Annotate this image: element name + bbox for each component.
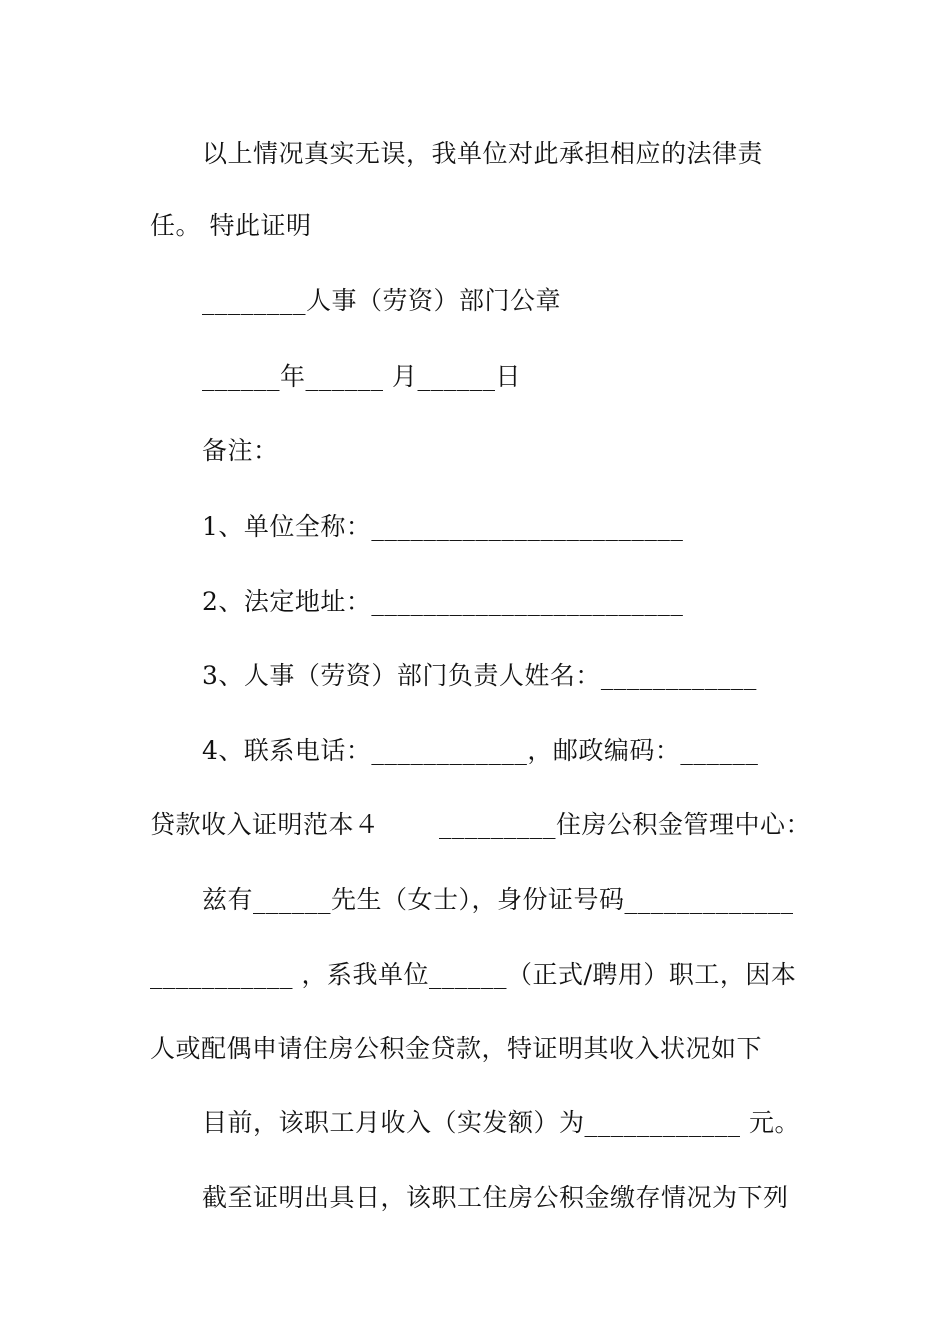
seal-line: ________人事（劳资）部门公章	[202, 286, 562, 315]
remark-item: 1、单位全称：________________________	[202, 512, 684, 541]
paragraph-line: 任。 特此证明	[150, 211, 312, 240]
remarks-heading: 备注：	[202, 436, 279, 465]
paragraph-line: ___________ ，系我单位______（正式/聘用）职工，因本	[150, 960, 797, 989]
remark-item: 4、联系电话：____________，邮政编码：______	[202, 736, 759, 765]
remark-item: 3、人事（劳资）部门负责人姓名：____________	[202, 661, 757, 690]
section-title-line: 贷款收入证明范本４ _________住房公积金管理中心：	[150, 810, 811, 839]
remark-item: 2、法定地址：________________________	[202, 587, 684, 616]
paragraph-line: 目前，该职工月收入（实发额）为____________ 元。	[202, 1108, 800, 1137]
paragraph-line: 以上情况真实无误，我单位对此承担相应的法律责	[202, 139, 764, 168]
paragraph-line: 截至证明出具日，该职工住房公积金缴存情况为下列	[202, 1183, 789, 1212]
paragraph-line: 人或配偶申请住房公积金贷款，特证明其收入状况如下	[150, 1034, 763, 1063]
paragraph-line: 兹有______先生（女士），身份证号码_____________	[202, 885, 794, 914]
date-line: ______年______ 月______日	[202, 362, 521, 391]
